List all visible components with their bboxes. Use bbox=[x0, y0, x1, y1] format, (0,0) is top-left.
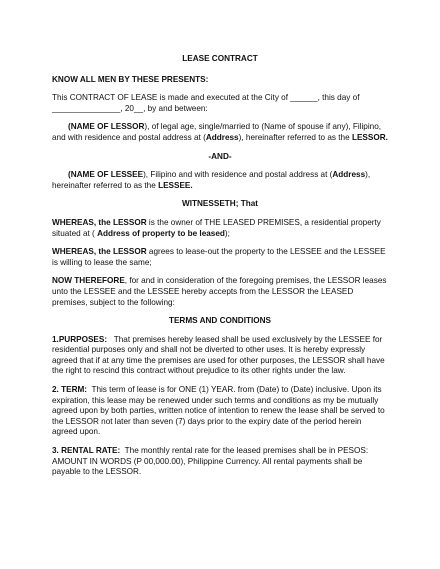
whereas-2-paragraph bbox=[52, 247, 388, 268]
lessee-name: (NAME OF LESSEE bbox=[68, 170, 144, 180]
term-3-text: The monthly rental rate for the leased premises shall be in PESOS: AMOUNT IN WORDS (P 00,000.00), Philippine Currency. All rental payments shall be payable to the LESSOR. bbox=[52, 446, 369, 477]
term-3-lead: 3. RENTAL RATE: bbox=[52, 446, 121, 456]
witnesseth-heading: WITNESSETH; That bbox=[182, 199, 258, 209]
lessee-address: Address bbox=[332, 170, 366, 180]
now-therefore-paragraph bbox=[52, 276, 388, 308]
terms-heading: TERMS AND CONDITIONS bbox=[168, 316, 272, 326]
term-1-paragraph bbox=[52, 335, 388, 377]
term-2-lead: 2. TERM: bbox=[52, 385, 88, 395]
lessee-paragraph bbox=[52, 170, 388, 191]
whereas-2-text: agrees to lease-out the property to the LESSEE and the LESSEE is willing to lease the same; bbox=[52, 247, 386, 267]
and-separator: -AND- bbox=[208, 151, 232, 161]
whereas-2-lead: WHEREAS, bbox=[52, 247, 97, 257]
term-2-paragraph bbox=[52, 385, 388, 438]
term-1-lead: 1.PURPOSES: bbox=[52, 334, 108, 344]
lessor-paragraph bbox=[52, 122, 388, 143]
lessor-ref: LESSOR. bbox=[351, 132, 388, 142]
lessor-text-2: ), hereinafter referred to as the bbox=[238, 132, 350, 142]
lessee-ref: LESSEE. bbox=[158, 180, 193, 190]
whereas-2-lessor: the LESSOR bbox=[98, 247, 147, 257]
know-all-heading: KNOW ALL MEN BY THESE PRESENTS: bbox=[52, 74, 209, 84]
now-therefore-lead: NOW THEREFORE bbox=[52, 276, 125, 286]
term-2-text: This term of lease is for ONE (1) YEAR. from (Date) to (Date) inclusive. Upon its expiration, this lease may be renewed under such terms and conditions as my be mutually agreed upon by both parties, written notice of intention to renew the lease shall be served to the LESSOR not later than seven (7) days prior to the expiry date of the period herein agreed upon. bbox=[52, 385, 385, 437]
whereas-1-end: ); bbox=[224, 228, 230, 238]
lessor-address: Address bbox=[205, 132, 239, 142]
lessor-name: (NAME OF LESSOR bbox=[68, 122, 145, 132]
term-3-paragraph bbox=[52, 446, 388, 478]
lessor-text-1: ), of legal age, single/married to (Name of spouse if any), Filipino, and with residence and postal address at ( bbox=[52, 122, 382, 142]
whereas-1-paragraph bbox=[52, 218, 388, 239]
now-therefore-text: , for and in consideration of the foregoing premises, the LESSOR leases unto the LESSEE and the LESSEE hereby accepts from the LESSOR the LEASED premises, subject to the following: bbox=[52, 276, 387, 307]
lessee-text-1: ), Filipino and with residence and postal address at ( bbox=[143, 170, 333, 180]
whereas-1-lead: WHEREAS, bbox=[52, 217, 97, 227]
whereas-1-address: Address of property to be leased bbox=[97, 228, 225, 238]
whereas-1-lessor: the LESSOR bbox=[98, 217, 147, 227]
term-1-text: That premises hereby leased shall be used exclusively by the LESSEE for residential purposes only and shall not be diverted to other uses. It is hereby expressly agreed that if at any time the premises are used for other purposes, the LESSOR shall have the right to rescind this contract without prejudice to its other rights under the law. bbox=[52, 334, 385, 376]
intro-paragraph: This CONTRACT OF LEASE is made and executed at the City of ______, this day of _______________, 20__, by and between: bbox=[52, 93, 360, 113]
whereas-1-text: is the owner of THE LEASED PREMISES, a residential property situated at ( bbox=[52, 217, 381, 238]
lessee-text-2: ), hereinafter referred to as the bbox=[52, 170, 371, 190]
document-title: LEASE CONTRACT bbox=[182, 54, 258, 63]
